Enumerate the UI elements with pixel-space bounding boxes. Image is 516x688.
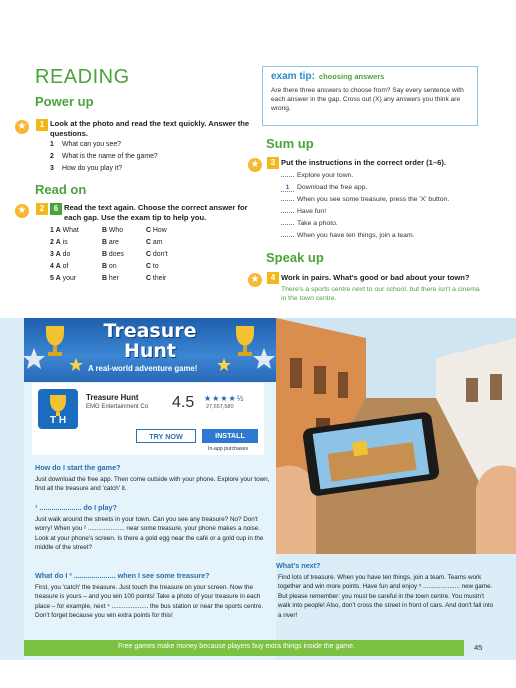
speakup-example: There's a sports centre next to our school, but there isn't a cinema in the town centre. xyxy=(281,286,480,303)
footer-bar xyxy=(24,640,464,656)
banner-subtitle: A real-world adventure game! xyxy=(88,364,198,373)
sumup-item: When you have ten things, join a team. xyxy=(281,232,415,239)
sumup-instruction: Put the instructions in the correct order (1–6). xyxy=(281,158,446,167)
question-heading-2: ¹ ..................... do I play? xyxy=(35,503,117,512)
star-icon: ★ xyxy=(15,120,29,134)
sumup-item: When you see some treasure, press the 'X' button. xyxy=(281,196,449,203)
banner-title-line1: Treasure xyxy=(103,320,197,342)
question-heading-3: What do I ³ ..................... when I see some treasure? xyxy=(35,571,210,580)
powerup-question-1: 1 What can you see? xyxy=(50,141,121,148)
readon-instruction: Read the text again. Choose the correct answer for each gap. Use the exam tip to help you. xyxy=(64,203,248,222)
sumup-item: Take a photo. xyxy=(281,220,338,227)
star-icon: ★ xyxy=(248,158,262,172)
article-paragraph-4: Find lots of treasure. When you have ten things, join a team. Teams work together and win more points. Have fun and enjoy ⁵ ..................... new game. But please remember: you must be careful in the town centre. You mustn't walk into people! Also, don't cross the street in front of cars. And don't fall into a river! xyxy=(278,574,494,619)
install-button[interactable]: INSTALL xyxy=(202,429,258,443)
audio-track-badge: 6 xyxy=(50,203,62,215)
article-paragraph-1: Just download the free app. Then come outside with your phone. Explore your town, find all the treasure and 'catch' it. xyxy=(35,476,270,493)
power-up-heading: Power up xyxy=(35,94,94,109)
article-paragraph-2: Just walk around the streets in your town. Can you see any treasure? No? Don't worry! When you ² ..................... near some treasure, your phone makes a noise. Look at your phone's screen. Is there a gold egg near the café or a gold cup in the middle of the street? xyxy=(35,516,264,552)
exercise-number-2: 2 xyxy=(36,203,48,215)
exercise-number-1: 1 xyxy=(36,119,48,131)
app-store-card xyxy=(32,383,264,455)
app-name: Treasure Hunt xyxy=(86,393,139,402)
star-icon: ★ xyxy=(15,204,29,218)
footer-fact: Free games make money because players buy extra things inside the game. xyxy=(118,643,355,650)
review-count: 27,657,580 xyxy=(206,404,234,410)
exercise-number-4: 4 xyxy=(267,272,279,284)
banner-title-line2: Hunt xyxy=(123,340,177,362)
article-paragraph-3: First, you 'catch' the treasure. Just touch the treasure on your screen. Now the treasure is yours – and you win 100 points! Take a photo of your treasure in each place – for example, next ⁴ ..................... the bus station or near the sports centre. Don't forget because you win extra points for this! xyxy=(35,584,264,620)
rating-stars-icon: ★★★★½ xyxy=(204,394,245,403)
powerup-instruction: Look at the photo and read the text quickly. Answer the questions. xyxy=(50,119,250,138)
try-now-button[interactable]: TRY NOW xyxy=(136,429,196,443)
exercise-number-3: 3 xyxy=(267,157,279,169)
street-photo xyxy=(276,318,516,554)
question-heading-1: How do I start the game? xyxy=(35,463,121,472)
reading-heading: READING xyxy=(35,66,130,88)
star-icon: ★ xyxy=(248,273,262,287)
app-publisher: EMG Entertainment Co xyxy=(86,404,149,410)
sumup-item: Explore your town. xyxy=(281,172,353,179)
page-number: 45 xyxy=(474,643,483,652)
speakup-instruction: Work in pairs. What's good or bad about your town? xyxy=(281,273,470,282)
app-icon-letters: T H xyxy=(49,415,67,426)
sumup-item: Have fun! xyxy=(281,208,326,215)
treasure-hunt-banner xyxy=(24,318,276,382)
question-heading-4: What's next? xyxy=(276,561,321,570)
app-rating: 4.5 xyxy=(172,394,195,411)
powerup-question-3: 3 How do you play it? xyxy=(50,165,123,172)
exam-tip-title: exam tip: choosing answers xyxy=(271,71,385,82)
speak-up-heading: Speak up xyxy=(266,250,324,265)
in-app-purchases-note: In-app purchases xyxy=(208,446,249,452)
read-on-heading: Read on xyxy=(35,182,87,197)
powerup-question-2: 2 What is the name of the game? xyxy=(50,153,158,160)
photo-illustration xyxy=(276,318,516,554)
treasure-hunt-app-icon[interactable] xyxy=(38,389,78,429)
exam-tip-body: Are there three answers to choose from? Say every sentence with each answer in the gap. Cross out (X) any answers you think are wrong. xyxy=(271,87,464,112)
exam-tip-box xyxy=(262,66,478,126)
sumup-item: 1 Download the free app. xyxy=(281,184,367,192)
sum-up-heading: Sum up xyxy=(266,136,314,151)
